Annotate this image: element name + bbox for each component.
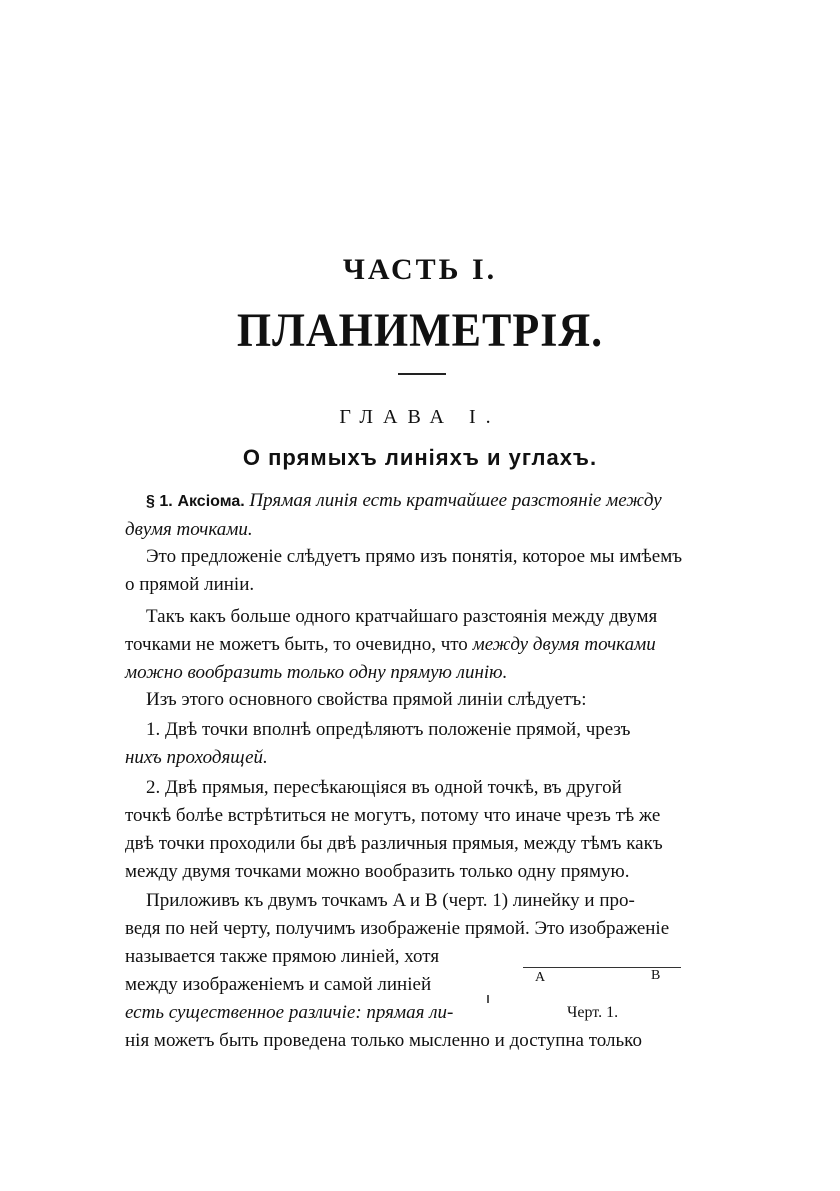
chapter-title: О прямыхъ линіяхъ и углахъ. [242,445,598,470]
paragraph-1-line-1: Это предложеніе слѣдуетъ прямо изъ понятія, которое мы имѣемъ [146,546,683,567]
axiom-text-2: двумя точками. [125,519,253,540]
figure-1 [515,958,685,1038]
list-item-1-line-2 [125,744,715,772]
section-axiom [125,487,715,544]
paragraph-4-line-1: Приложивъ къ двумъ точкамъ A и B (черт. 1) линейку и про- [146,890,635,911]
paragraph-3-line-1: Изъ этого основного свойства прямой линіи слѣдуетъ: [146,689,587,710]
axiom-text-1: Прямая линія есть кратчайшее разстояніе между [249,490,662,511]
list-item-2-line-4: между двумя точками можно вообразить только одну прямую. [125,861,630,882]
list-item-2-line-2: точкѣ болѣе встрѣтиться не могутъ, потому что иначе чрезъ тѣ же [125,805,661,826]
section-label: Аксіома. [177,493,245,510]
paragraph-2-line-2-a: точками не можетъ быть, то очевидно, что [125,634,468,655]
paragraph-2-line-3-text: можно вообразить только одну прямую линію. [125,662,508,683]
list-item-2-line-3: двѣ точки проходили бы двѣ различныя прямыя, между тѣмъ какъ [125,833,663,854]
paragraph-4-line-2: ведя по ней черту, получимъ изображеніе прямой. Это изображеніе [125,918,670,939]
paragraph-4-line-5-text: есть существенное различіе: прямая ли- [125,1002,454,1023]
page-title: ПЛАНИМЕТРІЯ. [236,304,604,357]
list-item-1-line-1: 1. Двѣ точки вполнѣ опредѣляютъ положеніе прямой, чрезъ [146,719,631,740]
figure-label-b: B [651,968,661,983]
axiom-line-1 [125,487,715,516]
margin-mark [487,995,489,1003]
title-divider [398,373,446,375]
paragraph-1 [125,543,715,599]
list-item-2 [125,774,715,886]
part-heading: ЧАСТЬ I. [342,253,498,286]
list-item-1 [125,716,715,772]
paragraph-2 [125,603,715,687]
section-number: § 1. [146,493,173,510]
paragraph-4-line-3: называется также прямою линіей, хотя [125,946,440,967]
figure-caption: Черт. 1. [567,1004,619,1021]
paragraph-2-line-2-b: между двумя точками [472,634,656,655]
paragraph-4-line-4: между изображеніемъ и самой линіей [125,974,432,995]
paragraph-2-line-1: Такъ какъ больше одного кратчайшаго разстоянія между двумя [146,606,658,627]
paragraph-1-line-2: о прямой линіи. [125,574,255,595]
paragraph-2-line-3 [125,659,715,687]
axiom-line-2 [125,516,715,544]
chapter-heading: ГЛАВА I. [339,406,501,428]
paragraph-3 [125,686,715,714]
figure-label-a: A [535,970,546,985]
paragraph-4-line-6: нія можетъ быть проведена только мысленно и доступна только [125,1030,642,1051]
list-item-2-line-1: 2. Двѣ прямыя, пересѣкающіяся въ одной точкѣ, въ другой [146,777,622,798]
paragraph-2-line-2 [125,631,715,659]
list-item-1-line-2-text: нихъ проходящей. [125,747,268,768]
